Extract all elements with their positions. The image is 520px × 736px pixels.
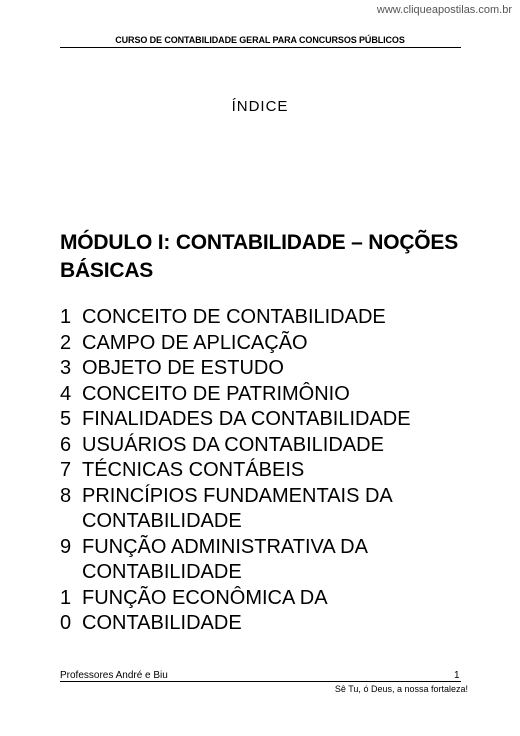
toc-item-number: 9 <box>60 535 72 558</box>
toc-item-number: 0 <box>60 612 72 634</box>
site-url: www.cliqueapostilas.com.br <box>376 4 512 16</box>
toc-item <box>60 611 460 637</box>
toc-item-label: CONTABILIDADE <box>82 561 242 583</box>
toc-item-label: OBJETO DE ESTUDO <box>82 357 284 379</box>
toc-item <box>60 560 460 586</box>
toc-item <box>60 586 460 612</box>
toc-item <box>60 458 460 484</box>
toc-item-label: FUNÇÃO ECONÔMICA DA <box>82 586 328 609</box>
toc-item-label: USUÁRIOS DA CONTABILIDADE <box>82 433 384 456</box>
toc-item <box>60 305 460 331</box>
toc-item-label: CONTABILIDADE <box>82 510 242 532</box>
toc-item-number: 6 <box>60 433 72 456</box>
toc-item-number: 2 <box>60 331 72 354</box>
toc-item-number: 8 <box>60 484 72 507</box>
toc-item <box>60 331 460 357</box>
toc-item-label: PRINCÍPIOS FUNDAMENTAIS DA <box>82 484 393 507</box>
course-header: CURSO DE CONTABILIDADE GERAL PARA CONCURSOS PÚBLICOS <box>115 35 405 45</box>
toc-item <box>60 407 460 433</box>
toc-item-number: 4 <box>60 382 72 405</box>
toc-item-label: CAMPO DE APLICAÇÃO <box>82 331 308 354</box>
toc-item <box>60 509 460 535</box>
toc-item-label: FINALIDADES DA CONTABILIDADE <box>82 408 411 430</box>
toc-item-label: FUNÇÃO ADMINISTRATIVA DA <box>82 535 368 558</box>
toc-item-number: 3 <box>60 357 72 379</box>
toc-item-number <box>60 560 82 586</box>
toc-item <box>60 433 460 459</box>
toc-item-number <box>60 509 82 535</box>
toc-item <box>60 356 460 382</box>
toc-item-label: CONTABILIDADE <box>82 612 242 634</box>
toc-item-number: 7 <box>60 459 72 481</box>
toc-item-label: CONCEITO DE CONTABILIDADE <box>82 306 386 328</box>
footer-motto: Sê Tu, ó Deus, a nossa fortaleza! <box>334 684 468 694</box>
toc-item <box>60 382 460 408</box>
toc-item-number: 1 <box>60 586 72 609</box>
toc-item-label: TÉCNICAS CONTÁBEIS <box>82 459 305 481</box>
page-number: 1 <box>454 670 460 681</box>
module-title: MÓDULO I: CONTABILIDADE – NOÇÕES BÁSICAS <box>60 231 459 282</box>
toc-item-number: 5 <box>60 408 72 430</box>
footer-authors: Professores André e Biu <box>60 670 168 681</box>
toc-item-label: CONCEITO DE PATRIMÔNIO <box>82 382 350 405</box>
footer-divider <box>60 681 461 682</box>
table-of-contents <box>60 305 460 637</box>
toc-item-number: 1 <box>60 306 72 328</box>
index-title: ÍNDICE <box>231 98 289 115</box>
toc-item <box>60 484 460 510</box>
header-divider <box>60 47 461 48</box>
toc-item <box>60 535 460 561</box>
